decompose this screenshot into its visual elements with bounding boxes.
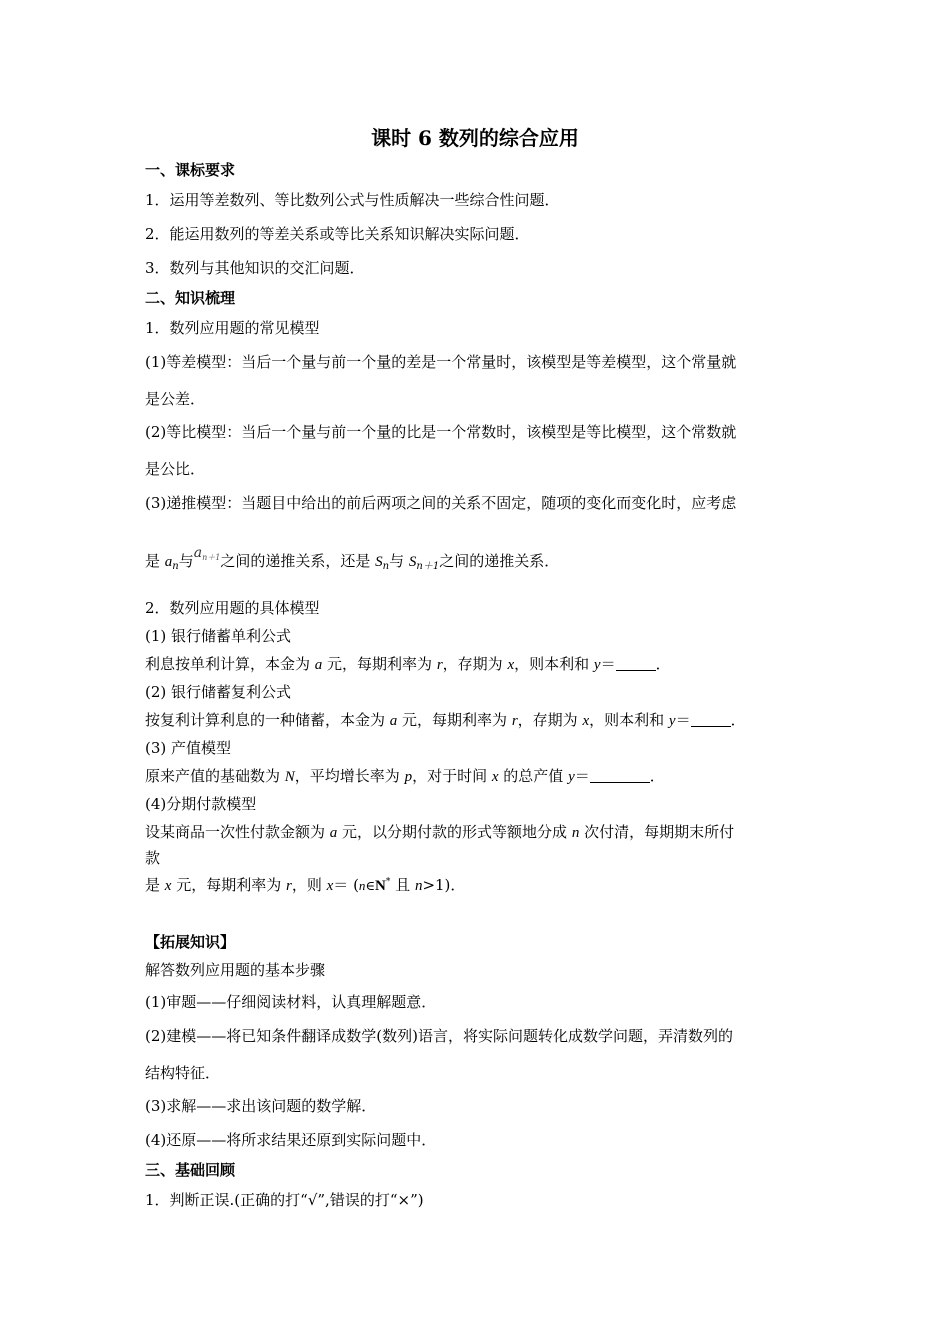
compound-interest-text: 按复利计算利息的一种储蓄，本金为 a 元，每期利率为 r，存期为 x，则本利和 y＝ ． (145, 711, 746, 729)
model-recursive-line-1: (3)递推模型：当题目中给出的前后两项之间的关系不固定，随项的变化而变化时，应考虑 (145, 494, 737, 512)
section-heading-knowledge: 二、知识梳理 (145, 289, 236, 307)
formula-a-n-plus-1: $a_{n+1}$ (193, 545, 221, 562)
section-heading-review: 三、基础回顾 (145, 1161, 236, 1179)
simple-interest-heading: (1) 银行储蓄单利公式 (145, 627, 292, 645)
requirement-3: 3．数列与其他知识的交汇问题． (145, 259, 365, 277)
model-arithmetic-line-1: (1)等差模型：当后一个量与前一个量的差是一个常量时，该模型是等差模型，这个常量就 (145, 353, 737, 371)
knowledge-1-heading: 1．数列应用题的常见模型 (145, 319, 320, 337)
step-3: (3)求解——求出该问题的数学解． (145, 1097, 377, 1115)
model-recursive-line-2: 是 $a_n$与$a_{n+1}$之间的递推关系，还是 $S_n$与 $S_{n+1}$之间的递推关系． (145, 545, 560, 572)
output-model-heading: (3) 产值模型 (145, 739, 232, 757)
model-geometric-line-2: 是公比． (145, 460, 206, 478)
extended-knowledge-heading: 【拓展知识】 (145, 933, 236, 951)
answer-blank[interactable] (616, 656, 656, 671)
installment-model-line-1: 设某商品一次性付款金额为 a 元，以分期付款的形式等额地分成 n 次付清，每期期末所付 (145, 823, 735, 841)
simple-interest-text: 利息按单利计算，本金为 a 元，每期利率为 r，存期为 x，则本利和 y＝ ． (145, 655, 671, 673)
extended-knowledge-subheading: 解答数列应用题的基本步骤 (145, 961, 326, 979)
model-arithmetic-line-2: 是公差． (145, 390, 206, 408)
answer-blank[interactable] (590, 768, 650, 783)
knowledge-2-heading: 2．数列应用题的具体模型 (145, 599, 320, 617)
step-2-line-1: (2)建模——将已知条件翻译成数学(数列)语言，将实际问题转化成数学问题，弄清数列的 (145, 1027, 733, 1045)
step-1: (1)审题——仔细阅读材料，认真理解题意． (145, 993, 437, 1011)
model-geometric-line-1: (2)等比模型：当后一个量与前一个量的比是一个常数时，该模型是等比模型，这个常数就 (145, 423, 737, 441)
answer-blank[interactable] (691, 712, 731, 727)
step-4: (4)还原——将所求结果还原到实际问题中． (145, 1131, 437, 1149)
installment-model-line-3: 是 x 元，每期利率为 r，则 x＝ (n∈N* 且 n>1)． (145, 876, 466, 894)
question-1: 1．判断正误.(正确的打“√”,错误的打“×”) (145, 1191, 424, 1209)
installment-model-heading: (4)分期付款模型 (145, 795, 257, 813)
step-2-line-2: 结构特征． (145, 1064, 221, 1082)
requirement-1: 1．运用等差数列、等比数列公式与性质解决一些综合性问题． (145, 191, 560, 209)
section-heading-requirements: 一、课标要求 (145, 161, 236, 179)
output-model-text: 原来产值的基础数为 N，平均增长率为 p，对于时间 x 的总产值 y＝ ． (145, 767, 665, 785)
installment-model-line-2: 款 (145, 849, 161, 867)
page-title: 课时 6 数列的综合应用 (371, 126, 579, 150)
requirement-2: 2．能运用数列的等差关系或等比关系知识解决实际问题． (145, 225, 530, 243)
compound-interest-heading: (2) 银行储蓄复利公式 (145, 683, 292, 701)
